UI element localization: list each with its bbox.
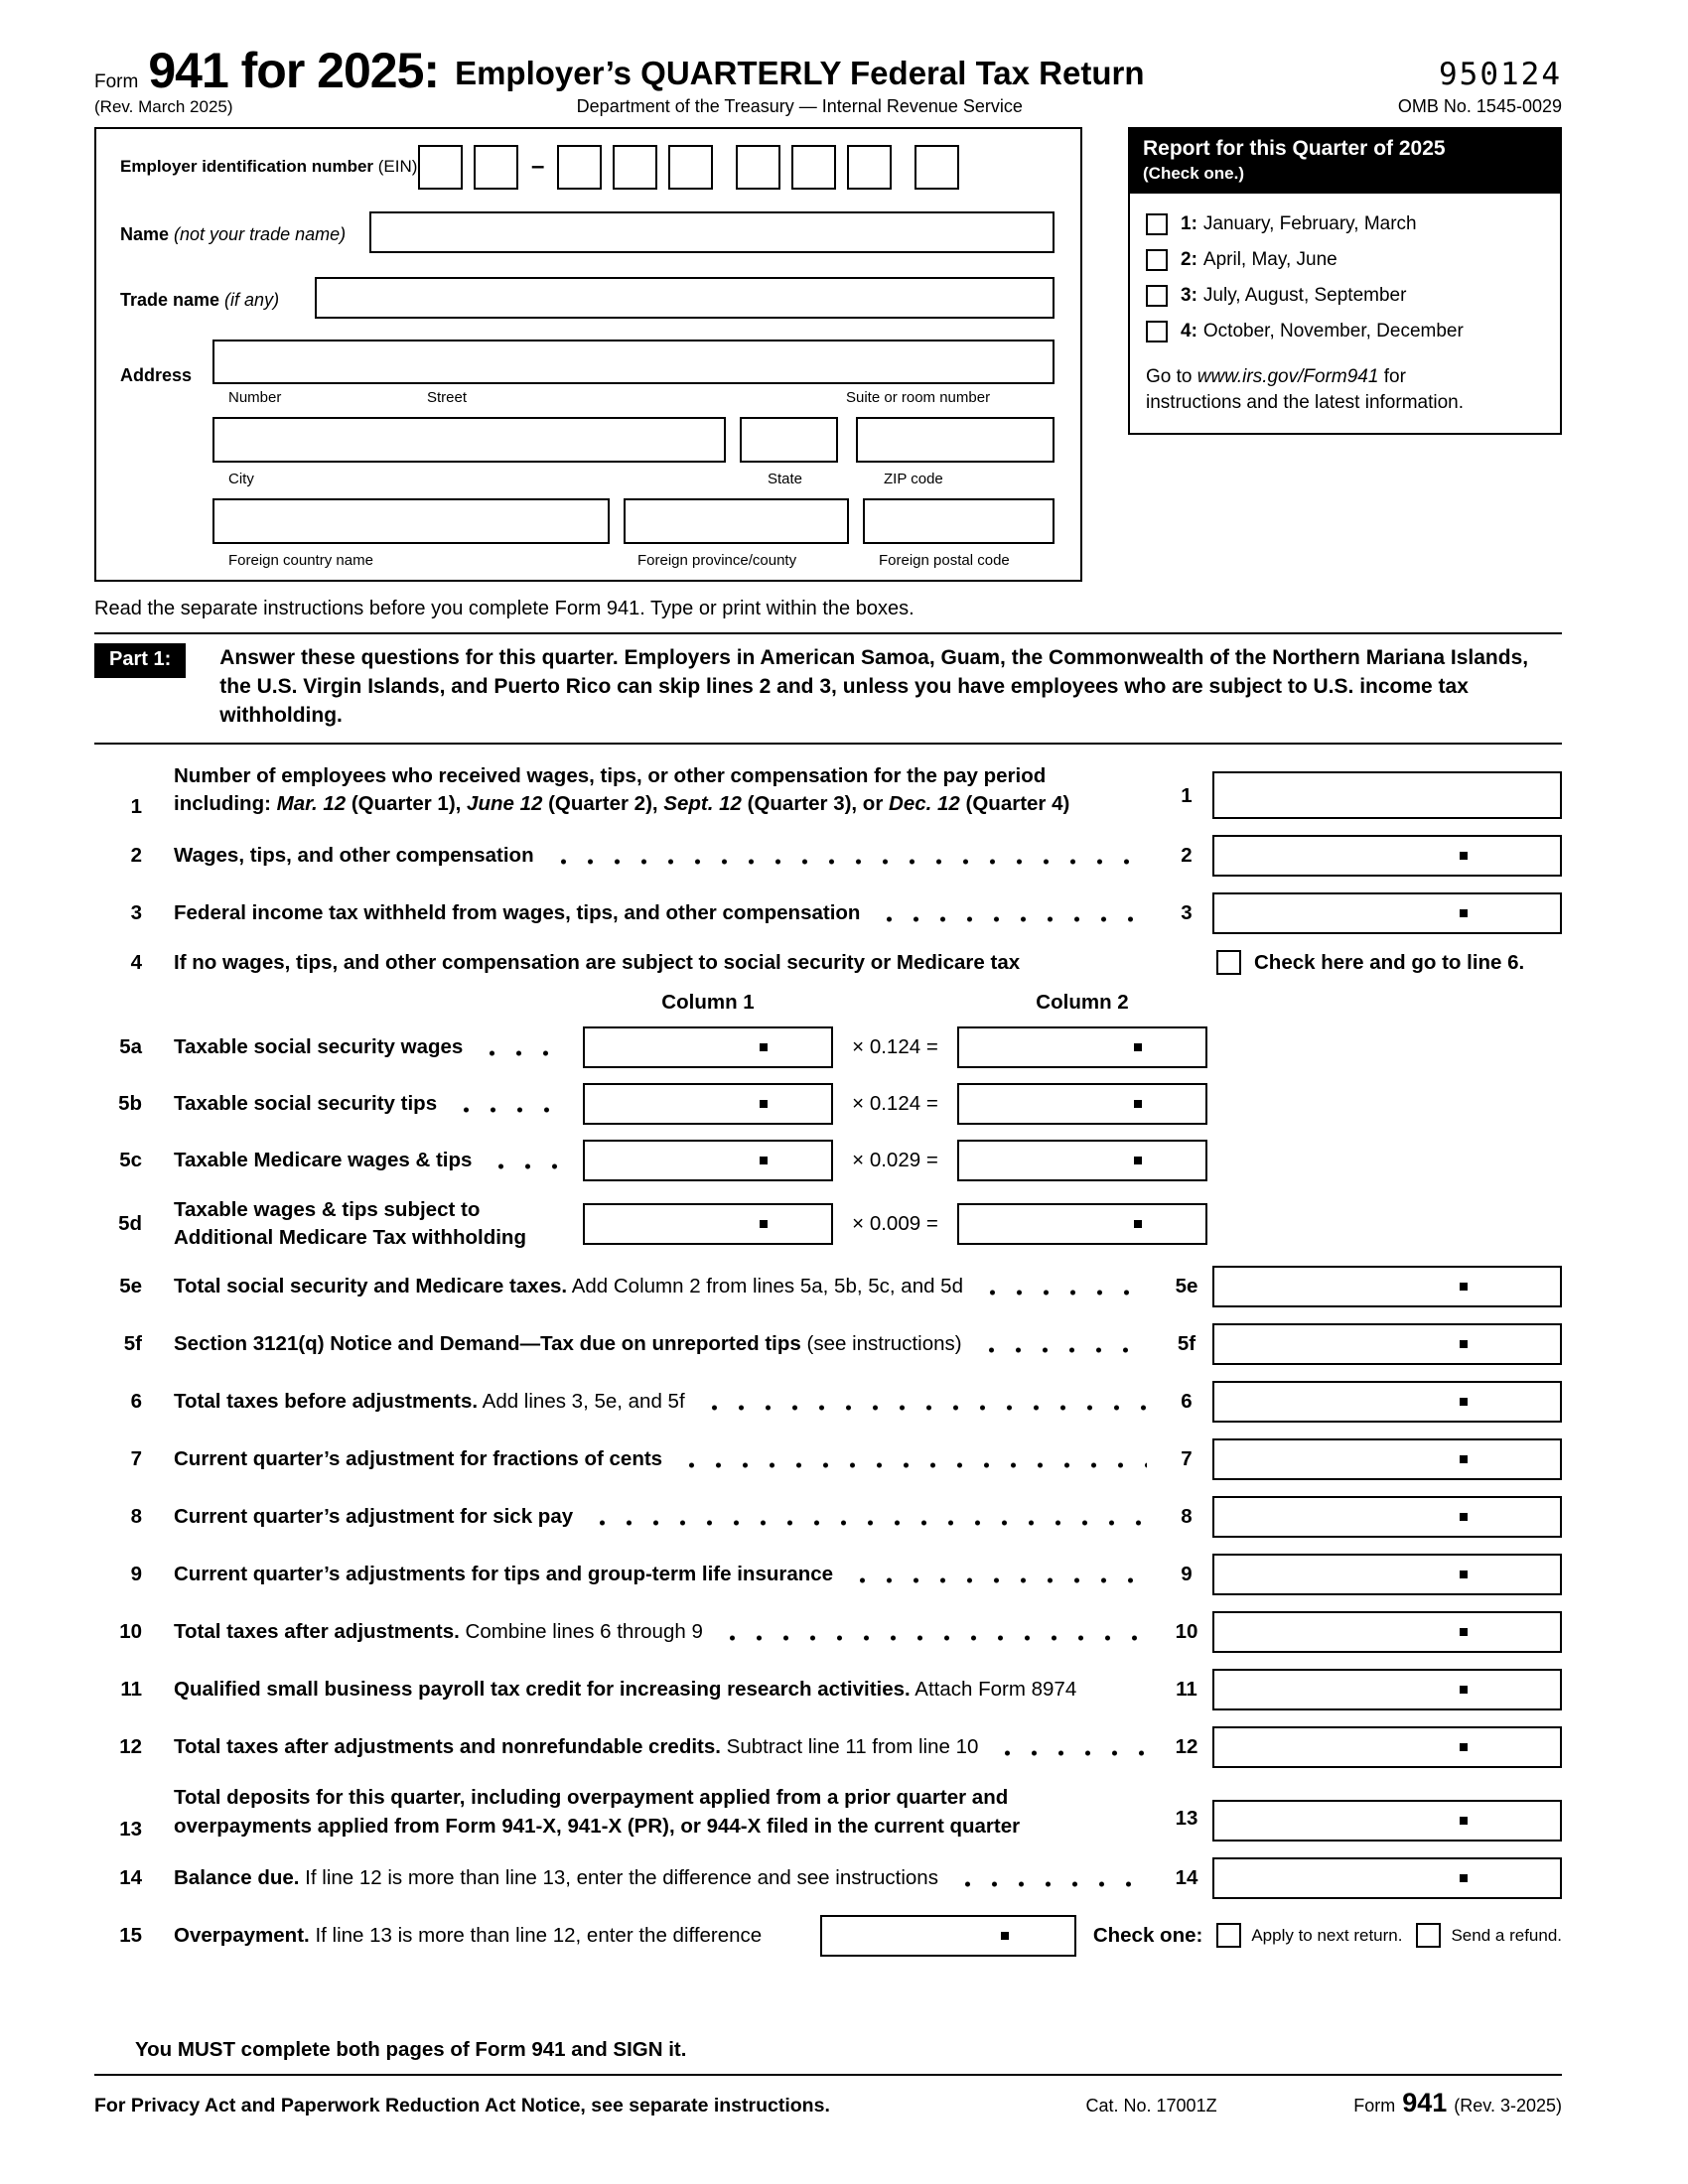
line-12-row xyxy=(94,1726,1562,1768)
line-15-amount-input[interactable] xyxy=(820,1915,1076,1957)
line-8-box-number: 8 xyxy=(1181,1505,1193,1529)
line-11-box-number: 11 xyxy=(1176,1678,1197,1702)
ein-input-cells xyxy=(418,145,959,190)
line-15-row xyxy=(94,1915,1562,1957)
line-7-row xyxy=(94,1438,1562,1480)
line-3-amount-input[interactable] xyxy=(1212,892,1562,934)
line-5c-number: 5c xyxy=(119,1149,142,1172)
part1-heading: Answer these questions for this quarter. Employers in American Samoa, Guam, the Commonwealth of the Northern Mariana Islands, the U.S. Virgin Islands, and Puerto Rico can skip lines 2 and 3, unless you have employees who are subject to U.S. income tax withholding. xyxy=(219,645,1529,728)
line-5c-rate: × 0.029 = xyxy=(852,1149,938,1172)
form-number: 941 for 2025: xyxy=(148,43,440,98)
form-word: Form xyxy=(94,71,139,92)
quarter-report-box xyxy=(1128,127,1562,435)
part1-lines xyxy=(94,762,1562,1957)
decimal-point xyxy=(760,1100,768,1108)
irs-url-note: Go to www.irs.gov/Form941 for instructions and the latest information. xyxy=(1146,365,1465,414)
quarter-option-4 xyxy=(1146,321,1544,342)
line-4-number: 4 xyxy=(130,950,142,974)
decimal-point xyxy=(1134,1043,1142,1051)
line-5a-col1-input[interactable] xyxy=(583,1026,833,1068)
quarter-option-3 xyxy=(1146,285,1544,307)
dot-leader xyxy=(849,1577,1147,1583)
line-5e-box-number: 5e xyxy=(1175,1275,1198,1298)
line-5f-amount-input[interactable] xyxy=(1212,1323,1562,1365)
foreign-postal-sublabel: Foreign postal code xyxy=(879,551,1010,569)
line-8-number: 8 xyxy=(130,1505,142,1529)
quarter-option-1 xyxy=(1146,213,1544,235)
line-12-number: 12 xyxy=(119,1735,142,1759)
line-6-number: 6 xyxy=(130,1390,142,1414)
city-input[interactable] xyxy=(212,417,726,463)
line-3-label: Federal income tax withheld from wages, tips, and other compensation xyxy=(174,901,1161,925)
decimal-point xyxy=(1460,1874,1468,1882)
line-5c-label: Taxable Medicare wages & tips xyxy=(174,1149,583,1172)
department-label: Department of the Treasury — Internal Revenue Service xyxy=(576,95,1023,116)
foreign-province-input[interactable] xyxy=(624,498,849,544)
part1-header xyxy=(94,632,1562,745)
column-headers xyxy=(94,991,1562,1015)
line-5a-col2-input[interactable] xyxy=(957,1026,1207,1068)
street-address-input[interactable] xyxy=(212,340,1055,384)
foreign-country-sublabel: Foreign country name xyxy=(228,551,373,569)
quarter-3-checkbox[interactable] xyxy=(1146,285,1168,307)
decimal-point xyxy=(1460,909,1468,917)
apply-next-return-checkbox[interactable] xyxy=(1216,1923,1241,1948)
must-complete-note: You MUST complete both pages of Form 941 and SIGN it. xyxy=(135,2038,687,2061)
decimal-point xyxy=(1460,1283,1468,1291)
line-12-amount-input[interactable] xyxy=(1212,1726,1562,1768)
trade-name-input[interactable] xyxy=(315,277,1055,319)
line-6-label: Total taxes before adjustments. Add lines 3, 5e, and 5f xyxy=(174,1390,1161,1414)
quarter-box-subtitle: (Check one.) xyxy=(1143,163,1245,183)
line-7-amount-input[interactable] xyxy=(1212,1438,1562,1480)
line-14-number: 14 xyxy=(119,1865,142,1889)
quarter-2-checkbox[interactable] xyxy=(1146,249,1168,271)
footer-rule xyxy=(94,2074,1562,2076)
quarter-1-label: January, February, March xyxy=(1202,212,1417,234)
line-5f-number: 5f xyxy=(123,1332,142,1356)
line-13-number: 13 xyxy=(119,1817,142,1841)
line-2-amount-input[interactable] xyxy=(1212,835,1562,877)
dot-leader xyxy=(589,1520,1147,1526)
line-5b-col2-input[interactable] xyxy=(957,1083,1207,1125)
line-13-amount-input[interactable] xyxy=(1212,1800,1562,1842)
line-8-amount-input[interactable] xyxy=(1212,1496,1562,1538)
line-1-label: Number of employees who received wages, tips, or other compensation for the pay period including: Mar. 12 (Quarter 1), June 12 (Quarter 2), Sept. 12 (Quarter 3), or Dec. 12 (Quarter 4) xyxy=(174,763,1070,816)
form-header xyxy=(94,43,1562,117)
quarter-box-title: Report for this Quarter of 2025 xyxy=(1143,136,1446,160)
dot-leader xyxy=(678,1462,1147,1468)
name-input[interactable] xyxy=(369,211,1055,253)
line-5b-number: 5b xyxy=(118,1092,142,1116)
line-9-amount-input[interactable] xyxy=(1212,1554,1562,1595)
quarter-1-number: 1: xyxy=(1181,212,1197,234)
suite-sublabel: Suite or room number xyxy=(846,388,991,406)
part1-badge: Part 1: xyxy=(94,643,186,678)
line-5f-box-number: 5f xyxy=(1177,1332,1196,1356)
quarter-2-number: 2: xyxy=(1181,248,1197,270)
line-4-check-group xyxy=(1161,950,1562,975)
line-5d-col1-input[interactable] xyxy=(583,1203,833,1245)
ein-digit-box[interactable] xyxy=(914,145,959,190)
identity-box xyxy=(94,127,1082,582)
quarter-4-label: October, November, December xyxy=(1202,320,1464,341)
line-5e-amount-input[interactable] xyxy=(1212,1266,1562,1307)
quarter-3-label: July, August, September xyxy=(1202,284,1407,306)
dot-leader xyxy=(479,1050,569,1056)
ein-digit-box[interactable] xyxy=(736,145,780,190)
dot-leader xyxy=(719,1635,1147,1641)
line-11-row xyxy=(94,1669,1562,1710)
decimal-point xyxy=(1460,1628,1468,1636)
name-label: Name (not your trade name) xyxy=(120,223,347,244)
decimal-point xyxy=(1460,1743,1468,1751)
line-5e-number: 5e xyxy=(119,1275,142,1298)
page-title: Employer’s QUARTERLY Federal Tax Return xyxy=(455,54,1145,91)
line-5f-label: Section 3121(q) Notice and Demand—Tax due on unreported tips (see instructions) xyxy=(174,1332,1161,1356)
line-11-label: Qualified small business payroll tax credit for increasing research activities. Attach Form 8974 xyxy=(174,1678,1077,1702)
address-label: Address xyxy=(120,364,193,385)
line-1-row xyxy=(94,762,1562,819)
send-refund-checkbox[interactable] xyxy=(1416,1923,1441,1948)
quarter-4-checkbox[interactable] xyxy=(1146,321,1168,342)
line-9-number: 9 xyxy=(130,1563,142,1586)
ein-digit-box[interactable] xyxy=(474,145,518,190)
decimal-point xyxy=(760,1220,768,1228)
line-4-check-label: Check here and go to line 6. xyxy=(1254,950,1525,974)
form-title-block xyxy=(455,54,1145,117)
omb-number: OMB No. 1545-0029 xyxy=(1397,95,1562,116)
line-1-box-number: 1 xyxy=(1181,784,1193,808)
dot-leader xyxy=(701,1405,1147,1411)
ein-digit-box[interactable] xyxy=(668,145,713,190)
line-2-box-number: 2 xyxy=(1181,844,1193,868)
quarter-1-checkbox[interactable] xyxy=(1146,213,1168,235)
apply-next-return-label: Apply to next return. xyxy=(1251,1925,1403,1945)
quarter-options xyxy=(1130,194,1560,342)
decimal-point xyxy=(1460,1513,1468,1521)
decimal-point xyxy=(1134,1157,1142,1164)
line-2-number: 2 xyxy=(130,844,142,868)
line-6-box-number: 6 xyxy=(1181,1390,1193,1414)
line-14-amount-input[interactable] xyxy=(1212,1857,1562,1899)
trade-name-label: Trade name (if any) xyxy=(120,289,280,310)
decimal-point xyxy=(1460,1398,1468,1406)
line-5b-rate: × 0.124 = xyxy=(852,1092,938,1116)
ein-digit-box[interactable] xyxy=(847,145,892,190)
line-13-label: Total deposits for this quarter, including overpayment applied from a prior quarter and overpayments applied from Form 941-X, 941-X (PR), or 944-X filed in the current quarter xyxy=(174,1786,1021,1839)
line-5e-label: Total social security and Medicare taxes. Add Column 2 from lines 5a, 5b, 5c, and 5d xyxy=(174,1275,1161,1298)
line-14-label: Balance due. If line 12 is more than line 13, enter the difference and see instructions xyxy=(174,1866,1161,1890)
line-14-row xyxy=(94,1857,1562,1899)
line-10-amount-input[interactable] xyxy=(1212,1611,1562,1653)
line-5c-col1-input[interactable] xyxy=(583,1140,833,1181)
quarter-3-number: 3: xyxy=(1181,284,1197,306)
line-14-box-number: 14 xyxy=(1175,1865,1198,1889)
zip-sublabel: ZIP code xyxy=(884,470,943,487)
line-5d-number: 5d xyxy=(118,1211,142,1235)
line-5a-number: 5a xyxy=(119,1035,142,1059)
line-5d-col2-input[interactable] xyxy=(957,1203,1207,1245)
ein-dash: – xyxy=(531,153,545,180)
revision-label: (Rev. March 2025) xyxy=(94,96,233,116)
privacy-note: For Privacy Act and Paperwork Reduction Act Notice, see separate instructions. xyxy=(94,2095,830,2116)
line-1-number: 1 xyxy=(130,795,142,819)
line-2-row xyxy=(94,835,1562,877)
ein-digit-box[interactable] xyxy=(557,145,602,190)
dot-leader xyxy=(978,1347,1147,1353)
line-15-number: 15 xyxy=(119,1923,142,1947)
footer-row xyxy=(94,2088,1562,2118)
ein-label: Employer identification number (EIN) xyxy=(120,157,418,176)
form-number-block xyxy=(94,43,440,117)
line-9-label: Current quarter’s adjustments for tips and group-term life insurance xyxy=(174,1563,1161,1586)
dot-leader xyxy=(453,1107,569,1113)
street-sublabel: Street xyxy=(427,388,468,406)
line-4-row xyxy=(94,950,1562,975)
decimal-point xyxy=(1001,1932,1009,1940)
line-5b-col1-input[interactable] xyxy=(583,1083,833,1125)
decimal-point xyxy=(1460,852,1468,860)
line-4-label: If no wages, tips, and other compensation are subject to social security or Medicare tax xyxy=(174,950,1021,974)
quarter-4-number: 4: xyxy=(1181,320,1197,341)
line-9-row xyxy=(94,1554,1562,1595)
ein-row xyxy=(120,145,959,190)
ein-digit-box[interactable] xyxy=(418,145,463,190)
line-10-number: 10 xyxy=(119,1620,142,1644)
ein-digit-box[interactable] xyxy=(613,145,657,190)
state-sublabel: State xyxy=(768,470,803,487)
line-13-box-number: 13 xyxy=(1175,1806,1198,1830)
decimal-point xyxy=(1460,1340,1468,1348)
check-one-label: Check one: xyxy=(1092,1923,1203,1947)
dot-leader xyxy=(550,859,1147,865)
line-3-number: 3 xyxy=(130,901,142,925)
decimal-point xyxy=(760,1043,768,1051)
zip-input[interactable] xyxy=(856,417,1055,463)
catalog-number: Cat. No. 17001Z xyxy=(1085,2096,1217,2116)
decimal-point xyxy=(1134,1100,1142,1108)
line-5b-row xyxy=(94,1083,1562,1125)
read-instructions-note: Read the separate instructions before you complete Form 941. Type or print within the boxes. xyxy=(94,597,914,619)
line-10-label: Total taxes after adjustments. Combine lines 6 through 9 xyxy=(174,1620,1161,1644)
line-12-box-number: 12 xyxy=(1175,1735,1198,1759)
quarter-2-label: April, May, June xyxy=(1202,248,1337,270)
line-5e-row xyxy=(94,1266,1562,1307)
quarter-box-header xyxy=(1130,129,1560,194)
dot-leader xyxy=(876,916,1147,922)
decimal-point xyxy=(1134,1220,1142,1228)
line-5d-row xyxy=(94,1196,1562,1251)
decimal-point xyxy=(1460,1686,1468,1694)
line-3-row xyxy=(94,892,1562,934)
line-7-box-number: 7 xyxy=(1181,1447,1193,1471)
irs-url-text[interactable]: www.irs.gov/Form941 xyxy=(1196,365,1379,387)
line-6-amount-input[interactable] xyxy=(1212,1381,1562,1423)
line-2-label: Wages, tips, and other compensation xyxy=(174,844,1161,868)
number-sublabel: Number xyxy=(228,388,282,406)
line-5a-row xyxy=(94,1026,1562,1068)
line-7-label: Current quarter’s adjustment for fractions of cents xyxy=(174,1447,1161,1471)
line-11-amount-input[interactable] xyxy=(1212,1669,1562,1710)
state-input[interactable] xyxy=(740,417,838,463)
line-11-number: 11 xyxy=(120,1678,142,1702)
dot-leader xyxy=(488,1163,569,1169)
line-8-row xyxy=(94,1496,1562,1538)
decimal-point xyxy=(760,1157,768,1164)
line-15-label: Overpayment. If line 13 is more than line 12, enter the difference xyxy=(174,1923,763,1947)
send-refund-label: Send a refund. xyxy=(1451,1925,1562,1945)
line-1-amount-input[interactable] xyxy=(1212,771,1562,819)
foreign-country-input[interactable] xyxy=(212,498,610,544)
header-right-block xyxy=(1398,57,1562,117)
dot-leader xyxy=(979,1290,1147,1296)
foreign-postal-input[interactable] xyxy=(863,498,1055,544)
line-5d-label: Taxable wages & tips subject to Additional Medicare Tax withholding xyxy=(174,1198,526,1249)
dot-leader xyxy=(994,1750,1147,1756)
foreign-province-sublabel: Foreign province/county xyxy=(637,551,797,569)
line-5a-label: Taxable social security wages xyxy=(174,1035,583,1059)
line-6-row xyxy=(94,1381,1562,1423)
line-10-box-number: 10 xyxy=(1175,1620,1198,1644)
footer-form-number: Form 941 (Rev. 3-2025) xyxy=(1353,2088,1562,2117)
line-4-checkbox[interactable] xyxy=(1216,950,1241,975)
line-5c-col2-input[interactable] xyxy=(957,1140,1207,1181)
line-13-row xyxy=(94,1784,1562,1841)
line-5d-rate: × 0.009 = xyxy=(852,1211,938,1235)
line-3-box-number: 3 xyxy=(1181,901,1193,925)
decimal-point xyxy=(1460,1817,1468,1825)
city-sublabel: City xyxy=(228,470,254,487)
form-scan-code: 950124 xyxy=(1439,56,1562,92)
column-1-header: Column 1 xyxy=(661,991,755,1015)
dot-leader xyxy=(954,1881,1147,1887)
ein-digit-box[interactable] xyxy=(791,145,836,190)
column-2-header: Column 2 xyxy=(1036,991,1129,1015)
line-12-label: Total taxes after adjustments and nonrefundable credits. Subtract line 11 from line 10 xyxy=(174,1735,1161,1759)
line-9-box-number: 9 xyxy=(1181,1563,1193,1586)
decimal-point xyxy=(1460,1570,1468,1578)
line-10-row xyxy=(94,1611,1562,1653)
line-7-number: 7 xyxy=(130,1447,142,1471)
decimal-point xyxy=(1460,1455,1468,1463)
line-5a-rate: × 0.124 = xyxy=(852,1035,938,1059)
line-5c-row xyxy=(94,1140,1562,1181)
top-section xyxy=(94,127,1562,582)
line-5f-row xyxy=(94,1323,1562,1365)
line-8-label: Current quarter’s adjustment for sick pay xyxy=(174,1505,1161,1529)
page-footer xyxy=(94,2038,1562,2118)
line-5b-label: Taxable social security tips xyxy=(174,1092,583,1116)
quarter-option-2 xyxy=(1146,249,1544,271)
